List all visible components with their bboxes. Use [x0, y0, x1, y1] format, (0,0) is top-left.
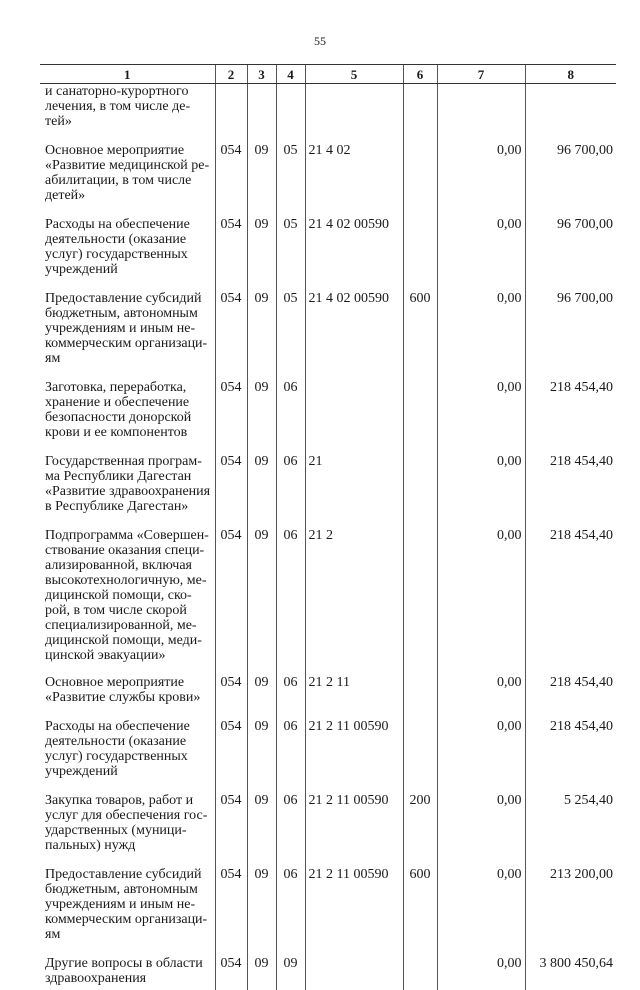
cell-subsection: 06 [276, 454, 305, 528]
cell-description [40, 380, 215, 454]
cell-subsection: 05 [276, 217, 305, 291]
cell-section: 09 [247, 528, 276, 675]
cell-subsection: 09 [276, 956, 305, 990]
cell-target-article [305, 380, 403, 454]
table-body [40, 84, 616, 990]
cell-expense-type [403, 956, 437, 990]
cell-amount-8: 5 254,40 [525, 793, 616, 867]
cell-description [40, 84, 215, 144]
cell-amount-7: 0,00 [437, 217, 525, 291]
cell-section: 09 [247, 454, 276, 528]
column-header-8: 8 [525, 65, 616, 84]
table-row [40, 84, 616, 144]
cell-amount-7: 0,00 [437, 454, 525, 528]
cell-amount-8 [525, 84, 616, 144]
cell-target-article: 21 2 11 00590 [305, 719, 403, 793]
cell-target-article: 21 4 02 00590 [305, 217, 403, 291]
cell-section: 09 [247, 217, 276, 291]
cell-description [40, 793, 215, 867]
description-line: детей» [45, 188, 212, 203]
cell-subsection: 06 [276, 867, 305, 956]
cell-amount-8: 96 700,00 [525, 217, 616, 291]
column-header-3: 3 [247, 65, 276, 84]
description-line: учреждениям и иным не- [45, 897, 212, 912]
description-line: Закупка товаров, работ и [45, 793, 212, 808]
cell-target-article: 21 2 11 00590 [305, 793, 403, 867]
description-line: лечения, в том числе де- [45, 99, 212, 114]
description-line: крови и ее компонентов [45, 425, 212, 440]
cell-subsection: 06 [276, 793, 305, 867]
cell-section: 09 [247, 867, 276, 956]
cell-expense-type [403, 719, 437, 793]
cell-description [40, 956, 215, 990]
cell-amount-7: 0,00 [437, 719, 525, 793]
cell-description [40, 291, 215, 380]
cell-section: 09 [247, 143, 276, 217]
cell-ministry-code: 054 [215, 793, 247, 867]
table-row [40, 867, 616, 956]
cell-section: 09 [247, 793, 276, 867]
table-row [40, 528, 616, 675]
cell-target-article: 21 2 11 00590 [305, 867, 403, 956]
cell-ministry-code: 054 [215, 143, 247, 217]
cell-subsection: 06 [276, 675, 305, 719]
table-header-row [40, 65, 616, 84]
cell-ministry-code: 054 [215, 528, 247, 675]
description-line: деятельности (оказание [45, 232, 212, 247]
cell-ministry-code: 054 [215, 380, 247, 454]
description-line: ализированной, включая [45, 558, 212, 573]
cell-description [40, 719, 215, 793]
cell-description [40, 454, 215, 528]
table-row [40, 719, 616, 793]
cell-ministry-code: 054 [215, 956, 247, 990]
description-line: услуг) государственных [45, 749, 212, 764]
cell-description [40, 675, 215, 719]
cell-section: 09 [247, 291, 276, 380]
cell-amount-7: 0,00 [437, 528, 525, 675]
cell-ministry-code: 054 [215, 719, 247, 793]
description-line: ям [45, 927, 212, 942]
cell-expense-type [403, 380, 437, 454]
cell-amount-7: 0,00 [437, 143, 525, 217]
description-line: цинской эвакуации» [45, 648, 212, 663]
description-line: дицинской помощи, ско- [45, 588, 212, 603]
description-line: «Развитие службы крови» [45, 690, 212, 705]
description-line: Основное мероприятие [45, 143, 212, 158]
cell-ministry-code [215, 84, 247, 144]
table-row [40, 793, 616, 867]
cell-expense-type [403, 143, 437, 217]
cell-amount-7: 0,00 [437, 380, 525, 454]
cell-ministry-code: 054 [215, 675, 247, 719]
column-header-1: 1 [40, 65, 215, 84]
description-line: хранение и обеспечение [45, 395, 212, 410]
description-line: Расходы на обеспечение [45, 719, 212, 734]
description-line: в Республике Дагестан» [45, 499, 212, 514]
description-line: Подпрограмма «Совершен- [45, 528, 212, 543]
column-header-2: 2 [215, 65, 247, 84]
cell-amount-8: 96 700,00 [525, 291, 616, 380]
cell-target-article: 21 [305, 454, 403, 528]
description-line: бюджетным, автономным [45, 306, 212, 321]
description-line: абилитации, в том числе [45, 173, 212, 188]
cell-amount-7: 0,00 [437, 291, 525, 380]
description-line: коммерческим организаци- [45, 912, 212, 927]
description-line: «Развитие медицинской ре- [45, 158, 212, 173]
cell-description [40, 217, 215, 291]
description-line: Расходы на обеспечение [45, 217, 212, 232]
cell-description [40, 143, 215, 217]
cell-subsection: 06 [276, 380, 305, 454]
cell-section: 09 [247, 380, 276, 454]
description-line: ям [45, 351, 212, 366]
cell-expense-type [403, 217, 437, 291]
table-row [40, 675, 616, 719]
description-line: коммерческим организаци- [45, 336, 212, 351]
page-number: 55 [0, 34, 640, 49]
column-header-4: 4 [276, 65, 305, 84]
cell-amount-7 [437, 84, 525, 144]
description-line: Предоставление субсидий [45, 291, 212, 306]
cell-section [247, 84, 276, 144]
column-header-7: 7 [437, 65, 525, 84]
cell-target-article: 21 4 02 [305, 143, 403, 217]
cell-subsection: 06 [276, 528, 305, 675]
cell-section: 09 [247, 719, 276, 793]
cell-amount-7: 0,00 [437, 675, 525, 719]
description-line: здравоохранения [45, 971, 212, 986]
description-line: дицинской помощи, меди- [45, 633, 212, 648]
cell-subsection: 06 [276, 719, 305, 793]
description-line: рой, в том числе скорой [45, 603, 212, 618]
cell-target-article: 21 2 [305, 528, 403, 675]
description-line: пальных) нужд [45, 838, 212, 853]
cell-expense-type [403, 528, 437, 675]
cell-amount-8: 218 454,40 [525, 454, 616, 528]
cell-subsection: 05 [276, 143, 305, 217]
cell-expense-type [403, 454, 437, 528]
cell-amount-7: 0,00 [437, 956, 525, 990]
description-line: ствование оказания специ- [45, 543, 212, 558]
table-row [40, 217, 616, 291]
table-row [40, 143, 616, 217]
table-row [40, 291, 616, 380]
description-line: специализированной, ме- [45, 618, 212, 633]
description-line: и санаторно-курортного [45, 84, 212, 99]
cell-section: 09 [247, 675, 276, 719]
cell-expense-type: 200 [403, 793, 437, 867]
column-header-5: 5 [305, 65, 403, 84]
cell-ministry-code: 054 [215, 291, 247, 380]
table-row [40, 380, 616, 454]
description-line: «Развитие здравоохранения [45, 484, 212, 499]
cell-ministry-code: 054 [215, 867, 247, 956]
cell-amount-8: 218 454,40 [525, 380, 616, 454]
cell-ministry-code: 054 [215, 454, 247, 528]
budget-table [40, 64, 616, 990]
description-line: Предоставление субсидий [45, 867, 212, 882]
description-line: Основное мероприятие [45, 675, 212, 690]
cell-amount-8: 218 454,40 [525, 719, 616, 793]
description-line: учреждений [45, 262, 212, 277]
description-line: услуг для обеспечения гос- [45, 808, 212, 823]
cell-amount-8: 218 454,40 [525, 528, 616, 675]
cell-section: 09 [247, 956, 276, 990]
cell-expense-type: 600 [403, 291, 437, 380]
cell-expense-type: 600 [403, 867, 437, 956]
description-line: Государственная програм- [45, 454, 212, 469]
description-line: учреждениям и иным не- [45, 321, 212, 336]
table-row [40, 956, 616, 990]
description-line: высокотехнологичную, ме- [45, 573, 212, 588]
description-line: безопасности донорской [45, 410, 212, 425]
description-line: бюджетным, автономным [45, 882, 212, 897]
cell-target-article [305, 956, 403, 990]
cell-amount-8: 218 454,40 [525, 675, 616, 719]
cell-description [40, 867, 215, 956]
description-line: Заготовка, переработка, [45, 380, 212, 395]
description-line: Другие вопросы в области [45, 956, 212, 971]
description-line: услуг) государственных [45, 247, 212, 262]
cell-target-article: 21 2 11 [305, 675, 403, 719]
cell-expense-type [403, 84, 437, 144]
cell-ministry-code: 054 [215, 217, 247, 291]
description-line: тей» [45, 114, 212, 129]
cell-amount-7: 0,00 [437, 867, 525, 956]
description-line: ма Республики Дагестан [45, 469, 212, 484]
table-row [40, 454, 616, 528]
description-line: деятельности (оказание [45, 734, 212, 749]
description-line: учреждений [45, 764, 212, 779]
cell-description [40, 528, 215, 675]
cell-expense-type [403, 675, 437, 719]
description-line: ударственных (муници- [45, 823, 212, 838]
cell-amount-8: 213 200,00 [525, 867, 616, 956]
cell-target-article: 21 4 02 00590 [305, 291, 403, 380]
column-header-6: 6 [403, 65, 437, 84]
cell-amount-7: 0,00 [437, 793, 525, 867]
cell-target-article [305, 84, 403, 144]
cell-amount-8: 3 800 450,64 [525, 956, 616, 990]
cell-subsection: 05 [276, 291, 305, 380]
cell-subsection [276, 84, 305, 144]
cell-amount-8: 96 700,00 [525, 143, 616, 217]
